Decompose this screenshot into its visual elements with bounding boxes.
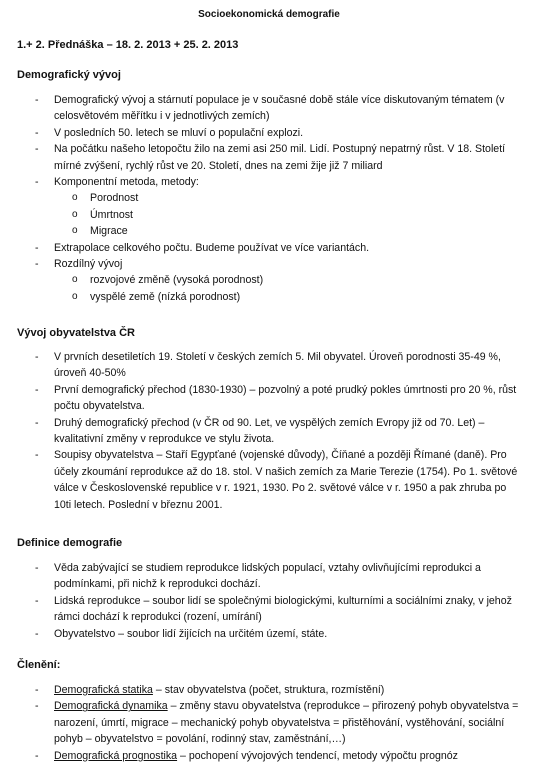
circle-bullet-icon: o [72, 208, 78, 220]
list-item: - Na počátku našeho letopočtu žilo na zemi asi 250 mil. Lidí. Postupný nepatrný růst. V 18. Století mírné zvýšení, rychlý růst ve 20. Století, dnes na zemi žije již 7 miliard [35, 143, 506, 172]
sub-list-item: o Porodnost [0, 190, 538, 206]
circle-bullet-icon: o [72, 274, 78, 286]
circle-bullet-icon: o [72, 192, 78, 204]
lecture-line: 1.+ 2. Přednáška – 18. 2. 2013 + 25. 2. 2013 [17, 39, 239, 51]
section-list-vyvoj-obyvatelstva [0, 349, 538, 513]
list-item: - Druhý demografický přechod (v ČR od 90. Let, ve vyspělých zemích Evropy již od 70. Let) – kvalitativní změny v reprodukce ve stylu života. [35, 416, 485, 446]
document-title: Socioekonomická demografie [198, 9, 340, 20]
dash-bullet-icon: - [35, 258, 39, 271]
list-item: - Rozdílný vývoj o rozvojové změně (vysoká porodnost) o vyspělé země (nízká porodnost) [0, 256, 538, 305]
dash-bullet-icon: - [35, 416, 39, 429]
circle-bullet-icon: o [72, 290, 78, 302]
sub-list-item: o Migrace [0, 223, 538, 239]
list-item: - Extrapolace celkového počtu. Budeme používat ve více variantách. [0, 240, 538, 256]
list-item: - Demografická dynamika – změny stavu obyvatelstva (reprodukce – přirozený pohyb obyvatelstva = narození, úmrtí, migrace – mechanický pohyb obyvatelstva = přistěhování, vystěhování, sociální pohyb – obyvatelstvo = povolání, rodinný stav, zaměstnání,…) [35, 700, 519, 746]
dash-bullet-icon: - [35, 383, 39, 396]
dash-bullet-icon: - [35, 562, 39, 574]
dash-bullet-icon: - [35, 684, 39, 696]
section-list-cleneni [0, 682, 538, 764]
section-list-definice-demografie [0, 560, 538, 642]
dash-bullet-icon: - [35, 700, 39, 713]
sub-list [0, 190, 538, 239]
dash-bullet-icon: - [35, 241, 39, 254]
list-item: - Demografická statika – stav obyvatelstva (počet, struktura, rozmístění) [0, 682, 538, 698]
list-item: - Lidská reprodukce – soubor lidí se společnými biologickými, kulturními a sociálními znaky, v jehož rámci dochází k reprodukci (rození, umírání) [35, 594, 512, 624]
sub-list-item: o Úmrtnost [0, 207, 538, 223]
dash-bullet-icon: - [35, 176, 39, 189]
section-heading-vyvoj-obyvatelstva: Vývoj obyvatelstva ČR [17, 327, 135, 339]
term-demograficka-statika: Demografická statika [54, 684, 153, 696]
dash-bullet-icon: - [35, 449, 39, 462]
dash-bullet-icon: - [35, 143, 39, 156]
sub-list-item: o vyspělé země (nízká porodnost) [0, 289, 538, 305]
dash-bullet-icon: - [35, 749, 39, 762]
section-heading-cleneni: Členění: [17, 659, 61, 671]
section-heading-demograficky-vyvoj: Demografický vývoj [17, 69, 121, 81]
list-item: - Soupisy obyvatelstva – Staří Egypťané (vojenské důvody), Číňané a později Římané (daně). Pro účely zkoumání reprodukce až do 18. stol. V našich zemích za Marie Terezie (1754). Po 1. světové válce v Československé republice v r. 1921, 1930. Po 2. světové válce v r. 1950 a pak zhruba po 10ti letech. Poslední v březnu 2001. [35, 449, 518, 511]
section-list-demograficky-vyvoj [0, 92, 538, 305]
list-item: - Komponentní metoda, metody: o Porodnost o Úmrtnost o Migrace [0, 174, 538, 240]
term-demograficka-prognostika: Demografická prognostika [54, 749, 178, 762]
dash-bullet-icon: - [35, 94, 39, 106]
list-item: - Demografická prognostika – pochopení vývojových tendencí, metody výpočtu prognóz [0, 748, 538, 764]
list-item: - V prvních desetiletích 19. Století v českých zemích 5. Mil obyvatel. Úroveň porodnosti 35-49 %, úroveň 40-50% [35, 351, 501, 380]
sub-list [0, 272, 538, 305]
circle-bullet-icon: o [72, 225, 78, 237]
list-item: - První demografický přechod (1830-1930) – pozvolný a poté prudký pokles úmrtnosti pro 20 %, růst počtu obyvatelstva. [35, 383, 517, 413]
dash-bullet-icon: - [35, 594, 39, 607]
dash-bullet-icon: - [35, 126, 39, 139]
list-item: - V posledních 50. letech se mluví o populační explozi. [0, 125, 538, 141]
section-heading-definice-demografie: Definice demografie [17, 537, 123, 549]
list-item: - Demografický vývoj a stárnutí populace je v současné době stále více diskutovaným tématem (v celosvětovém měřítku i v jednotlivých zemích) [35, 94, 505, 123]
list-item: - Věda zabývající se studiem reprodukce lidských populací, vztahy ovlivňujícími reprodukci a podmínkami, při nichž k reprodukci dochází. [35, 562, 481, 591]
sub-list-item: o rozvojové změně (vysoká porodnost) [0, 272, 538, 288]
dash-bullet-icon: - [35, 351, 39, 363]
list-item: - Obyvatelstvo – soubor lidí žijících na určitém území, státe. [0, 626, 538, 642]
dash-bullet-icon: - [35, 627, 39, 640]
term-demograficka-dynamika: Demografická dynamika [54, 700, 168, 713]
